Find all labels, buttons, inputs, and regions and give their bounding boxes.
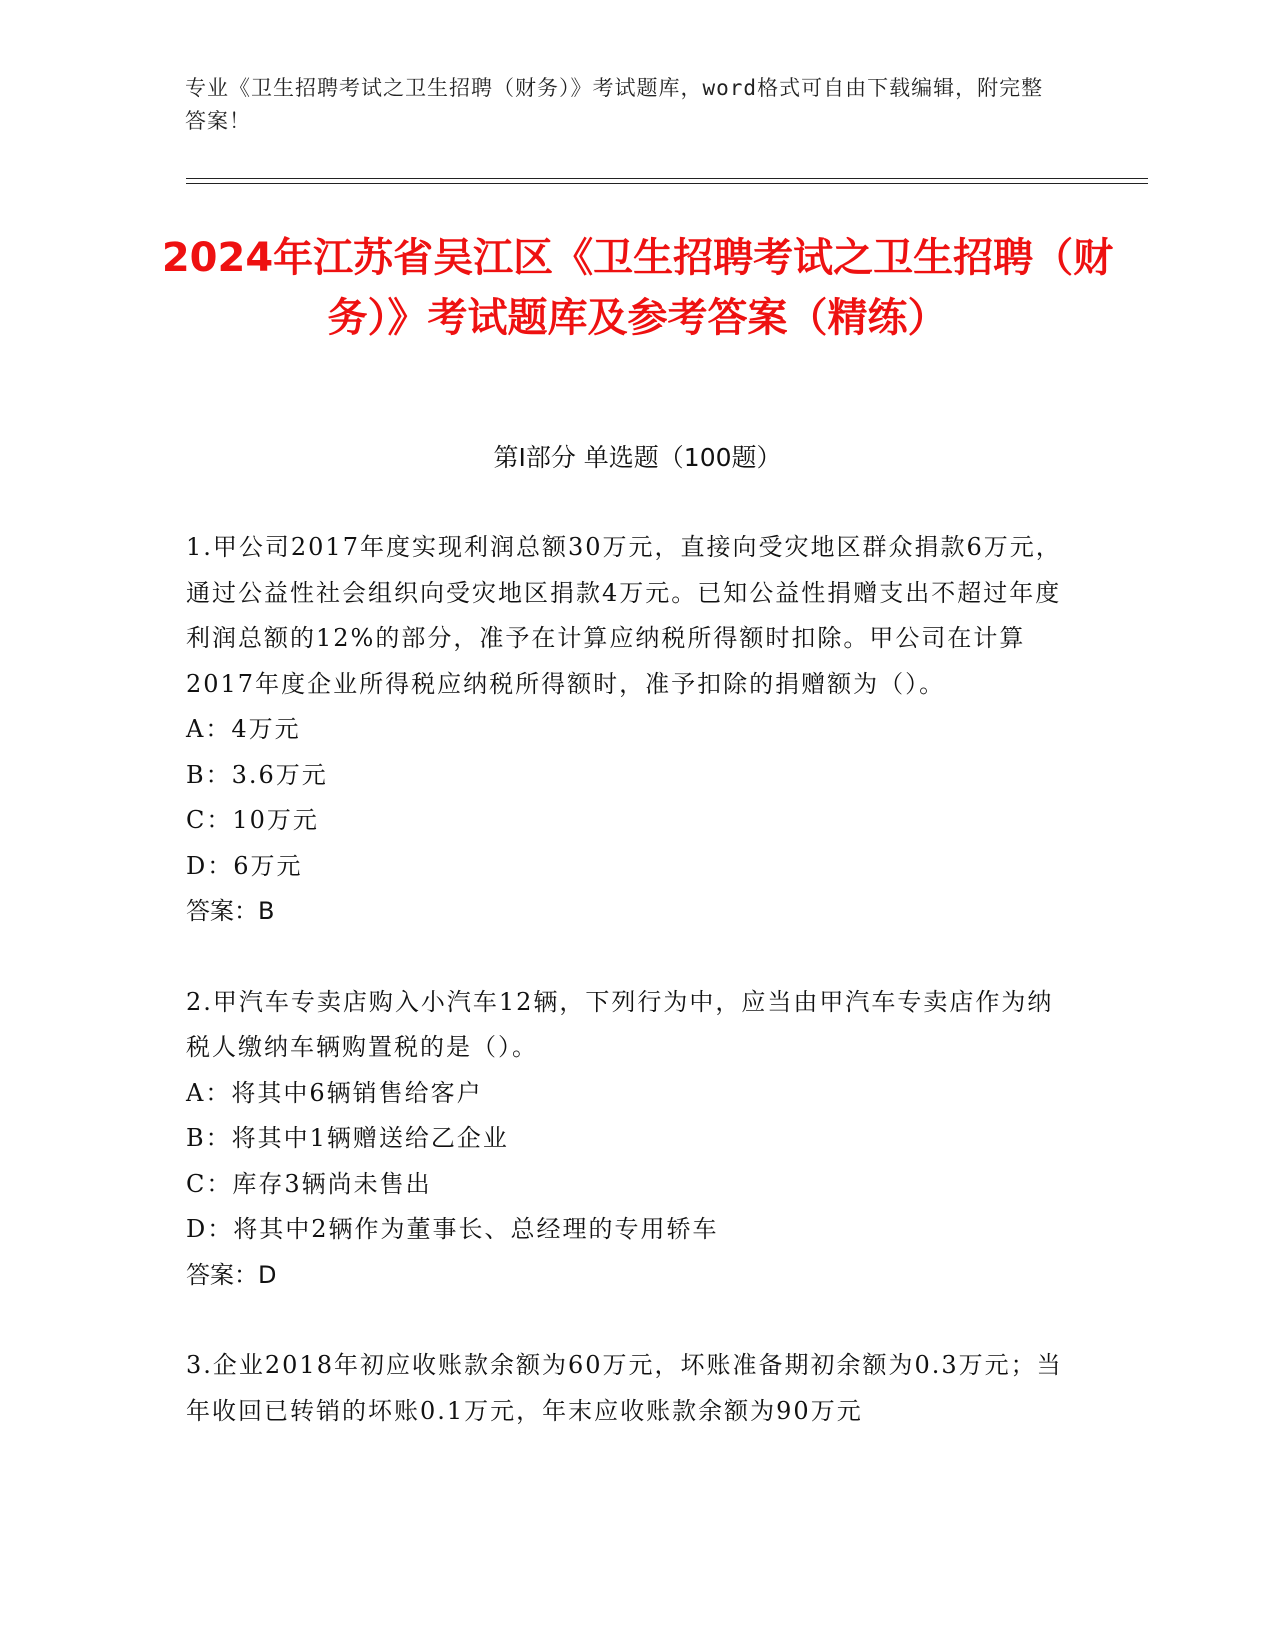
section-title: 第Ⅰ部分 单选题（100题） — [493, 443, 782, 472]
option-c: C：10万元 — [186, 806, 319, 834]
option-b: B：将其中1辆赠送给乙企业 — [186, 1124, 509, 1152]
question-spacer — [186, 935, 1076, 980]
answer: 答案：D — [186, 1260, 277, 1289]
option-a: A：4万元 — [186, 715, 301, 743]
option-a: A：将其中6辆销售给客户 — [186, 1078, 483, 1107]
option-d: D：将其中2辆作为董事长、总经理的专用轿车 — [186, 1215, 719, 1243]
option-c: C：库存3辆尚未售出 — [186, 1169, 432, 1198]
header-note: 专业《卫生招聘考试之卫生招聘（财务）》考试题库，word格式可自由下载编辑，附完整答案！ — [185, 76, 1044, 133]
question-spacer — [186, 1298, 1076, 1343]
question-stem: 2.甲汽车专卖店购入小汽车12辆，下列行为中，应当由甲汽车专卖店作为纳税人缴纳车辆购置税的是（）。 — [186, 987, 1054, 1061]
question-1 — [186, 525, 1076, 935]
header-divider-bottom — [186, 183, 1148, 184]
question-list — [186, 525, 1076, 1434]
document-title: 2024年江苏省吴江区《卫生招聘考试之卫生招聘（财务）》考试题库及参考答案（精练） — [161, 235, 1114, 341]
question-3 — [186, 1343, 1076, 1434]
question-stem: 1.甲公司2017年度实现利润总额30万元，直接向受灾地区群众捐款6万元，通过公益性社会组织向受灾地区捐款4万元。已知公益性捐赠支出不超过年度利润总额的12%的部分，准予在计算应纳税所得额时扣除。甲公司在计算2017年度企业所得税应纳税所得额时，准予扣除的捐赠额为（）。 — [186, 533, 1062, 698]
option-d: D：6万元 — [186, 851, 303, 880]
question-stem: 3.企业2018年初应收账款余额为60万元，坏账准备期初余额为0.3万元；当年收回已转销的坏账0.1万元，年末应收账款余额为90万元 — [186, 1351, 1063, 1425]
answer: 答案：B — [186, 897, 275, 925]
header-divider-top — [186, 178, 1148, 179]
question-2 — [186, 980, 1076, 1299]
option-b: B：3.6万元 — [186, 760, 328, 789]
